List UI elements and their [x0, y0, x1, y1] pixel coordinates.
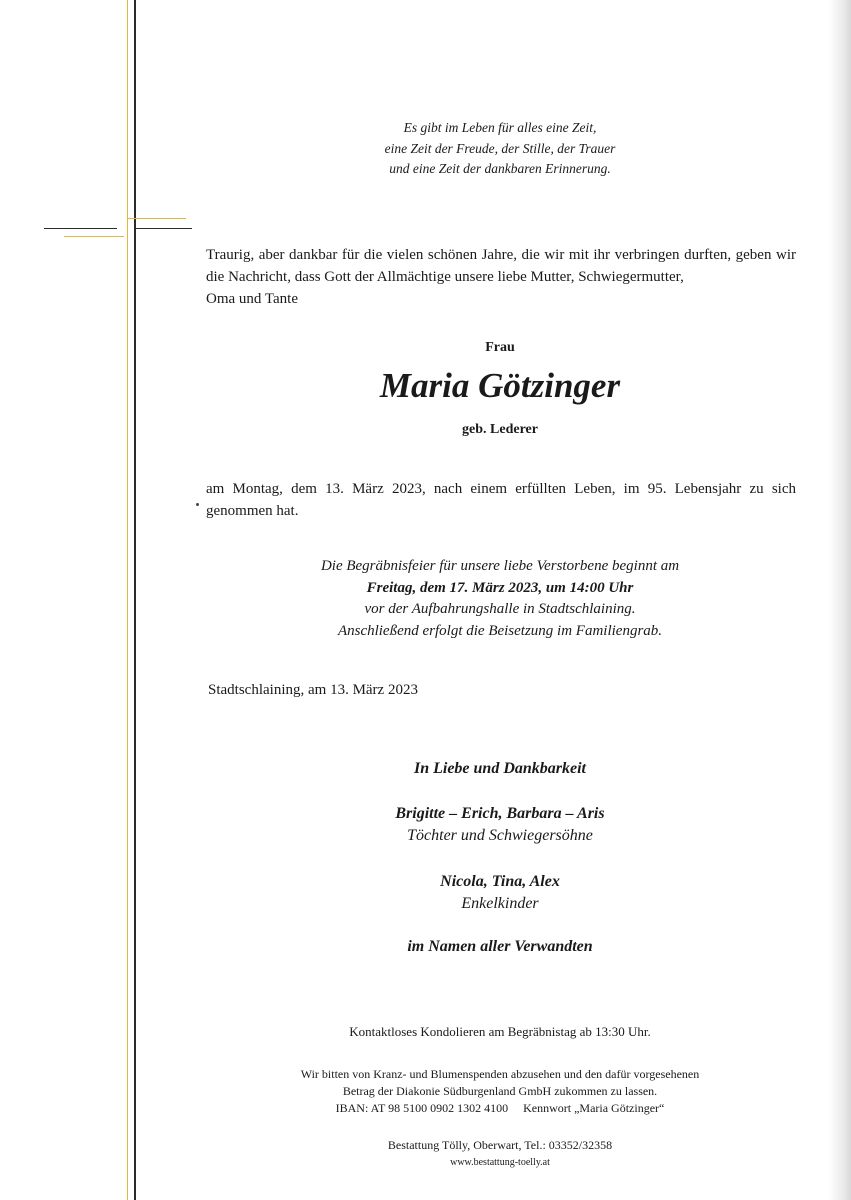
passing-statement: am Montag, dem 13. März 2023, nach einem erfüllten Leben, im 95. Lebensjahr zu sich genommen hat. — [206, 481, 796, 519]
mourners-group-children — [300, 803, 700, 847]
page-edge-shadow — [829, 0, 851, 1200]
motto-line: und eine Zeit der dankbaren Erinnerung. — [389, 161, 611, 176]
cross-gold-horizontal-upper — [128, 218, 186, 219]
deceased-name: Maria Götzinger — [379, 366, 621, 405]
intro-last-line: Oma und Tante — [206, 291, 298, 307]
cross-dark-vertical-line — [134, 0, 136, 1200]
birth-name: geb. Lederer — [462, 422, 538, 437]
place-and-date: Stadtschlaining, am 13. März 2023 — [208, 682, 418, 698]
condolence-note: Kontaktloses Kondolieren am Begräbnistag ab 13:30 Uhr. — [349, 1024, 651, 1039]
intro-text: Traurig, aber dankbar für die vielen schönen Jahre, die wir mit ihr verbringen durften, geben wir die Nachricht, dass Gott der Allmächtige unsere liebe Mutter, Schwiegermutter, — [206, 247, 796, 285]
salutation: Frau — [485, 340, 515, 355]
undertaker-contact: Bestattung Tölly, Oberwart, Tel.: 03352/32358 — [387, 1138, 613, 1152]
mourners-heading: In Liebe und Dankbarkeit — [413, 760, 586, 777]
mourners-group-grandchildren — [300, 871, 700, 915]
funeral-intro-line: Die Begräbnisfeier für unsere liebe Verstorbene beginnt am — [320, 558, 680, 574]
donation-line: Betrag der Diakonie Südburgenland GmbH zukommen zu lassen. — [342, 1084, 658, 1098]
announcement-intro — [206, 244, 796, 310]
funeral-details — [240, 556, 760, 642]
margin-dot — [196, 503, 199, 506]
donation-request — [250, 1066, 750, 1117]
funeral-burial-note: Anschließend erfolgt die Beisetzung im Familiengrab. — [337, 622, 663, 639]
donation-line: Wir bitten von Kranz- und Blumenspenden abzusehen und den dafür vorgesehenen — [300, 1067, 700, 1081]
cross-dark-horizontal-left — [44, 228, 117, 229]
cross-gold-horizontal-lower — [64, 236, 124, 237]
mourners-names: Brigitte – Erich, Barbara – Aris — [395, 805, 605, 822]
mourners-relation: Töchter und Schwiegersöhne — [407, 827, 593, 844]
mourners-names: Nicola, Tina, Alex — [440, 873, 560, 890]
funeral-location: vor der Aufbahrungshalle in Stadtschlaining. — [364, 601, 636, 617]
mourners-relation: Enkelkinder — [461, 895, 539, 912]
undertaker-info — [330, 1137, 670, 1171]
funeral-date-time: Freitag, dem 17. März 2023, um 14:00 Uhr — [366, 579, 634, 596]
donation-iban: IBAN: AT 98 5100 0902 1302 4100 Kennwort „Maria Götzinger“ — [335, 1101, 665, 1115]
motto-line: eine Zeit der Freude, der Stille, der Trauer — [384, 140, 616, 156]
motto-verse — [340, 118, 660, 180]
cross-dark-horizontal-right — [134, 228, 192, 229]
undertaker-website: www.bestattung-toelly.at — [450, 1157, 550, 1168]
motto-line: Es gibt im Leben für alles eine Zeit, — [403, 120, 597, 135]
cross-gold-vertical-line — [127, 0, 128, 1200]
mourners-closing: im Namen aller Verwandten — [407, 938, 593, 955]
